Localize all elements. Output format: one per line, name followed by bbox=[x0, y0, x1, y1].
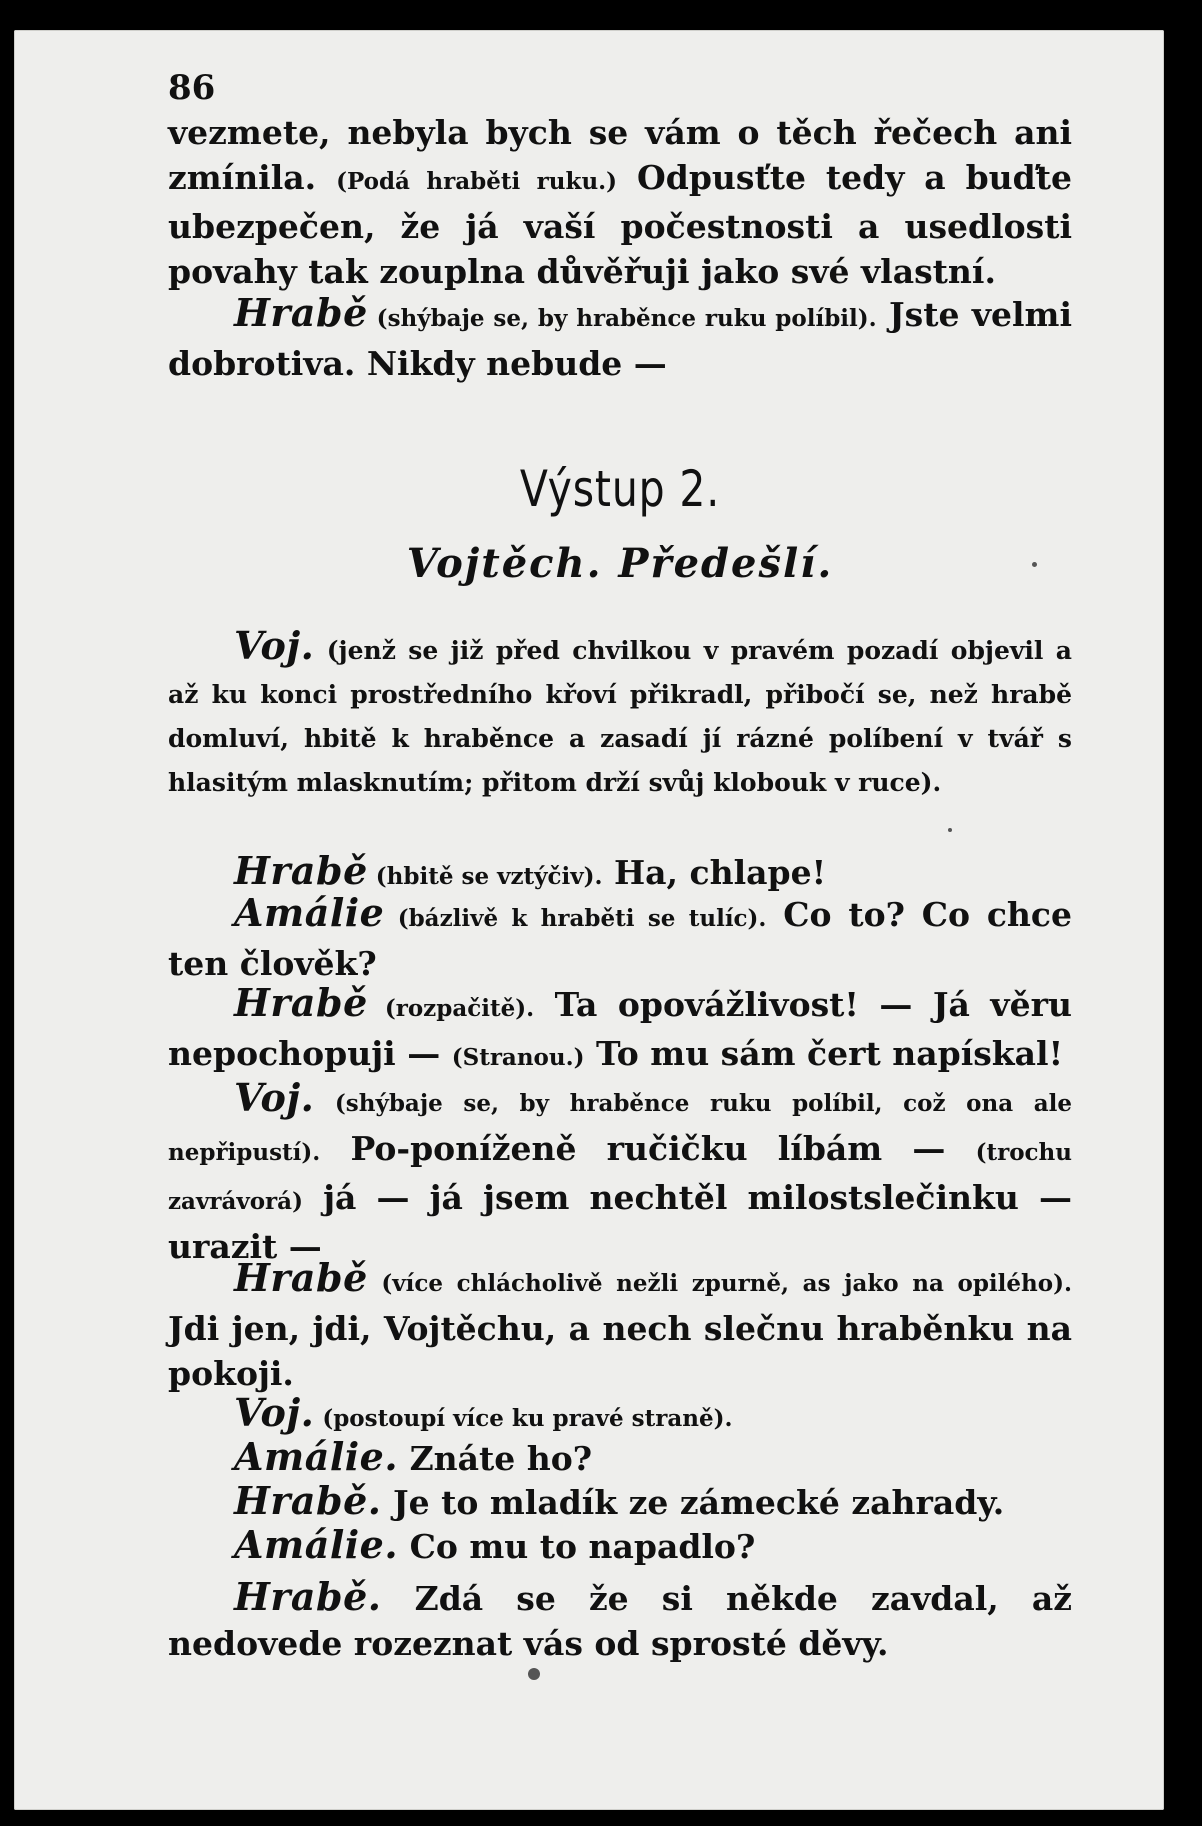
speaker-name: Hrabě bbox=[234, 1255, 368, 1300]
stage-direction: (hbitě se vztýčiv). bbox=[367, 863, 603, 890]
speech-text: Jdi jen, jdi, Vojtěchu, a nech slečnu hraběnku na pokoji. bbox=[168, 1309, 1072, 1393]
speaker-name: Voj. bbox=[234, 623, 315, 668]
page-number: 86 bbox=[168, 68, 216, 108]
speech-amalie-3 bbox=[168, 1522, 1072, 1569]
speaker-name: Voj. bbox=[234, 1075, 315, 1120]
speaker-name: Hrabě bbox=[234, 980, 368, 1025]
stage-direction: (shýbaje se, by hraběnce ruku políbil). bbox=[367, 305, 877, 332]
speech-text: Co mu to napadlo? bbox=[398, 1527, 756, 1566]
speaker-name: Amálie. bbox=[234, 1522, 399, 1567]
speech-text: Ta opovážlivost! — Já věru nepochopuji — bbox=[168, 985, 1072, 1073]
speech-text: Co to? Co chce ten člověk? bbox=[168, 895, 1072, 983]
speech-text: Znáte ho? bbox=[398, 1439, 593, 1478]
scene-persons-block bbox=[168, 540, 1072, 587]
speaker-name: Amálie bbox=[234, 890, 385, 935]
speech-hrabe-3 bbox=[168, 980, 1072, 1080]
speech-hrabe-4 bbox=[168, 1255, 1072, 1396]
stage-direction: (bázlivě k hraběti se tulíc). bbox=[384, 905, 767, 932]
speech-text: Ha, chlape! bbox=[602, 853, 827, 892]
speaker-name: Voj. bbox=[234, 1390, 315, 1435]
speech-voj-1 bbox=[168, 624, 1072, 805]
speaker-name: Hrabě bbox=[234, 290, 368, 335]
speech-text: Je to mladík ze zámecké zahrady. bbox=[381, 1483, 1005, 1522]
scene-heading bbox=[168, 460, 1072, 518]
speech-text: Po-poníženě ručičku líbám — bbox=[320, 1129, 976, 1168]
speech-hrabe-1 bbox=[168, 290, 1072, 386]
opening-paragraph bbox=[168, 110, 1072, 294]
opening-direction: (Podá hraběti ruku.) bbox=[336, 168, 618, 195]
speech-text: Jste velmi dobrotiva. Nikdy nebude — bbox=[168, 295, 1072, 383]
speech-amalie-1 bbox=[168, 890, 1072, 986]
ink-speck bbox=[528, 1668, 540, 1680]
speaker-name: Hrabě. bbox=[234, 1574, 382, 1619]
ink-speck bbox=[1032, 562, 1037, 567]
speech-hrabe-5 bbox=[168, 1478, 1072, 1525]
speaker-name: Hrabě bbox=[234, 848, 368, 893]
opening-text-b: Odpusťte tedy a buďte ubezpečen, že já vaší počestnosti a usedlosti povahy tak zouplna důvěřuji jako své vlastní. bbox=[168, 158, 1072, 291]
opening-text-a: vezmete, nebyla bych se vám o těch řečech ani zmínila. bbox=[168, 113, 1072, 197]
stage-direction: (shýbaje se, by hraběnce ruku políbil, což ona ale nepřipustí). bbox=[168, 1090, 1072, 1166]
scene-persons: Vojtěch. Předešlí. bbox=[406, 540, 834, 587]
speech-text-aside: To mu sám čert napískal! bbox=[584, 1034, 1064, 1073]
speaker-name: Amálie. bbox=[234, 1434, 399, 1479]
stage-direction-inline: (trochu zavrávorá) bbox=[168, 1139, 1072, 1215]
speech-amalie-2 bbox=[168, 1434, 1072, 1481]
speech-voj-2 bbox=[168, 1075, 1072, 1269]
stage-direction-aside: (Stranou.) bbox=[451, 1044, 585, 1071]
ink-speck bbox=[948, 828, 952, 832]
stage-direction: (více chlácholivě nežli zpurně, as jako na opilého). bbox=[367, 1270, 1072, 1297]
stage-direction: (rozpačitě). bbox=[367, 995, 535, 1022]
scene-title: Výstup 2. bbox=[519, 460, 721, 518]
speech-text-cont: já — já jsem nechtěl milostslečinku — urazit — bbox=[168, 1178, 1072, 1266]
stage-direction: (postoupí více ku pravé straně). bbox=[314, 1405, 733, 1432]
speech-hrabe-6 bbox=[168, 1574, 1072, 1666]
stage-direction: (jenž se již před chvilkou v pravém pozadí objevil a až ku konci prostředního křoví přikradl, přibočí se, než hrabě domluví, hbitě k hraběnce a zasadí jí rázné políbení v tvář s hlasitým mlasknutím; přitom drží svůj klobouk v ruce). bbox=[168, 636, 1072, 797]
speaker-name: Hrabě. bbox=[234, 1478, 382, 1523]
speech-text: Zdá se že si někde zavdal, až nedovede rozeznat vás od sprosté děvy. bbox=[168, 1579, 1072, 1663]
